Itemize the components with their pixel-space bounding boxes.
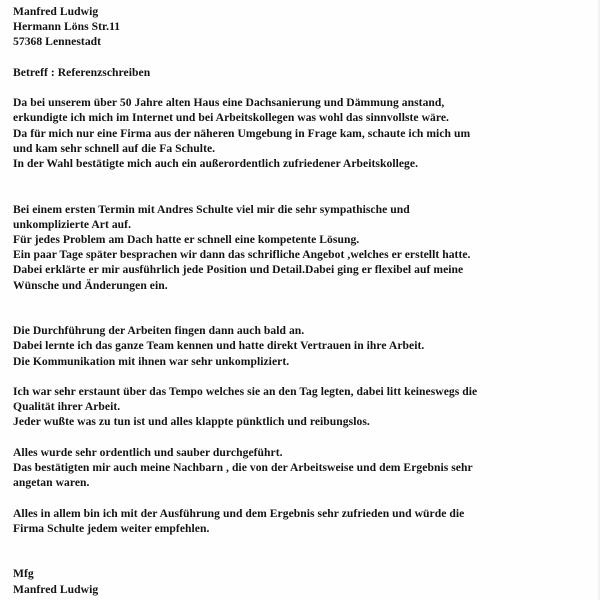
text-line: Das bestätigten mir auch meine Nachbarn , die von der Arbeitsweise und dem Ergebnis sehr bbox=[13, 461, 473, 474]
text-line: Alles wurde sehr ordentlich und sauber durchgeführt. bbox=[13, 445, 283, 459]
text-line: In der Wahl bestätigte mich auch ein außerordentlich zufriedener Arbeitskollege. bbox=[13, 157, 419, 170]
closing-greeting: Mfg bbox=[13, 567, 34, 581]
text-line: erkundigte ich mich im Internet und bei Arbeitskollegen was wohl das sinnvollste wäre. bbox=[13, 111, 449, 125]
text-line: unkomplizierte Art auf. bbox=[13, 217, 132, 231]
paragraph-2 bbox=[13, 202, 593, 293]
text-line: Alles in allem bin ich mit der Ausführung und dem Ergebnis sehr zufrieden und würde die bbox=[13, 506, 465, 520]
text-line: Dabei erklärte er mir ausführlich jede Position und Detail.Dabei ging er flexibel auf meine bbox=[13, 263, 464, 277]
paragraph-6 bbox=[13, 506, 593, 536]
text-line: Da bei unserem über 50 Jahre alten Haus eine Dachsanierung und Dämmung anstand, bbox=[13, 96, 445, 110]
text-line: Für jedes Problem am Dach hatte er schnell eine kompetente Lösung. bbox=[13, 233, 360, 246]
sender-name: Manfred Ludwig bbox=[13, 5, 99, 18]
sender-city: 57368 Lennestadt bbox=[13, 35, 102, 49]
signature-name: Manfred Ludwig bbox=[13, 582, 99, 596]
text-line: Jeder wußte was zu tun ist und alles klappte pünktlich und reibungslos. bbox=[13, 415, 370, 429]
text-line: Da für mich nur eine Firma aus der näheren Umgebung in Frage kam, schaute ich mich um bbox=[13, 126, 471, 140]
paragraph-3 bbox=[13, 323, 593, 369]
paragraph-5 bbox=[13, 445, 593, 491]
text-line: Bei einem ersten Termin mit Andres Schulte viel mir die sehr sympathische und bbox=[13, 202, 410, 216]
reference-letter bbox=[13, 4, 593, 597]
text-line: Ein paar Tage später besprachen wir dann das schrifliche Angebot ,welches er erstellt hatte. bbox=[13, 248, 471, 262]
sender-address bbox=[13, 4, 593, 50]
paragraph-1 bbox=[13, 95, 593, 171]
text-line: Ich war sehr erstaunt über das Tempo welches sie an den Tag legten, dabei litt keineswegs die bbox=[13, 385, 478, 398]
text-line: Firma Schulte jedem weiter empfehlen. bbox=[13, 521, 210, 535]
closing bbox=[13, 566, 593, 596]
text-line: angetan waren. bbox=[13, 476, 90, 490]
text-line: und kam sehr schnell auf die Fa Schulte. bbox=[13, 141, 216, 155]
text-line: Dabei lernte ich das ganze Team kennen und hatte direkt Vertrauen in ihre Arbeit. bbox=[13, 339, 425, 353]
text-line: Qualität ihrer Arbeit. bbox=[13, 400, 121, 414]
text-line: Die Durchführung der Arbeiten fingen dann auch bald an. bbox=[13, 324, 305, 338]
text-line: Die Kommunikation mit ihnen war sehr unkompliziert. bbox=[13, 354, 290, 368]
text-line: Wünsche und Änderungen ein. bbox=[13, 278, 168, 292]
subject-line: Betreff : Referenzschreiben bbox=[13, 65, 151, 79]
paragraph-4 bbox=[13, 384, 593, 430]
sender-street: Hermann Löns Str.11 bbox=[13, 20, 121, 34]
